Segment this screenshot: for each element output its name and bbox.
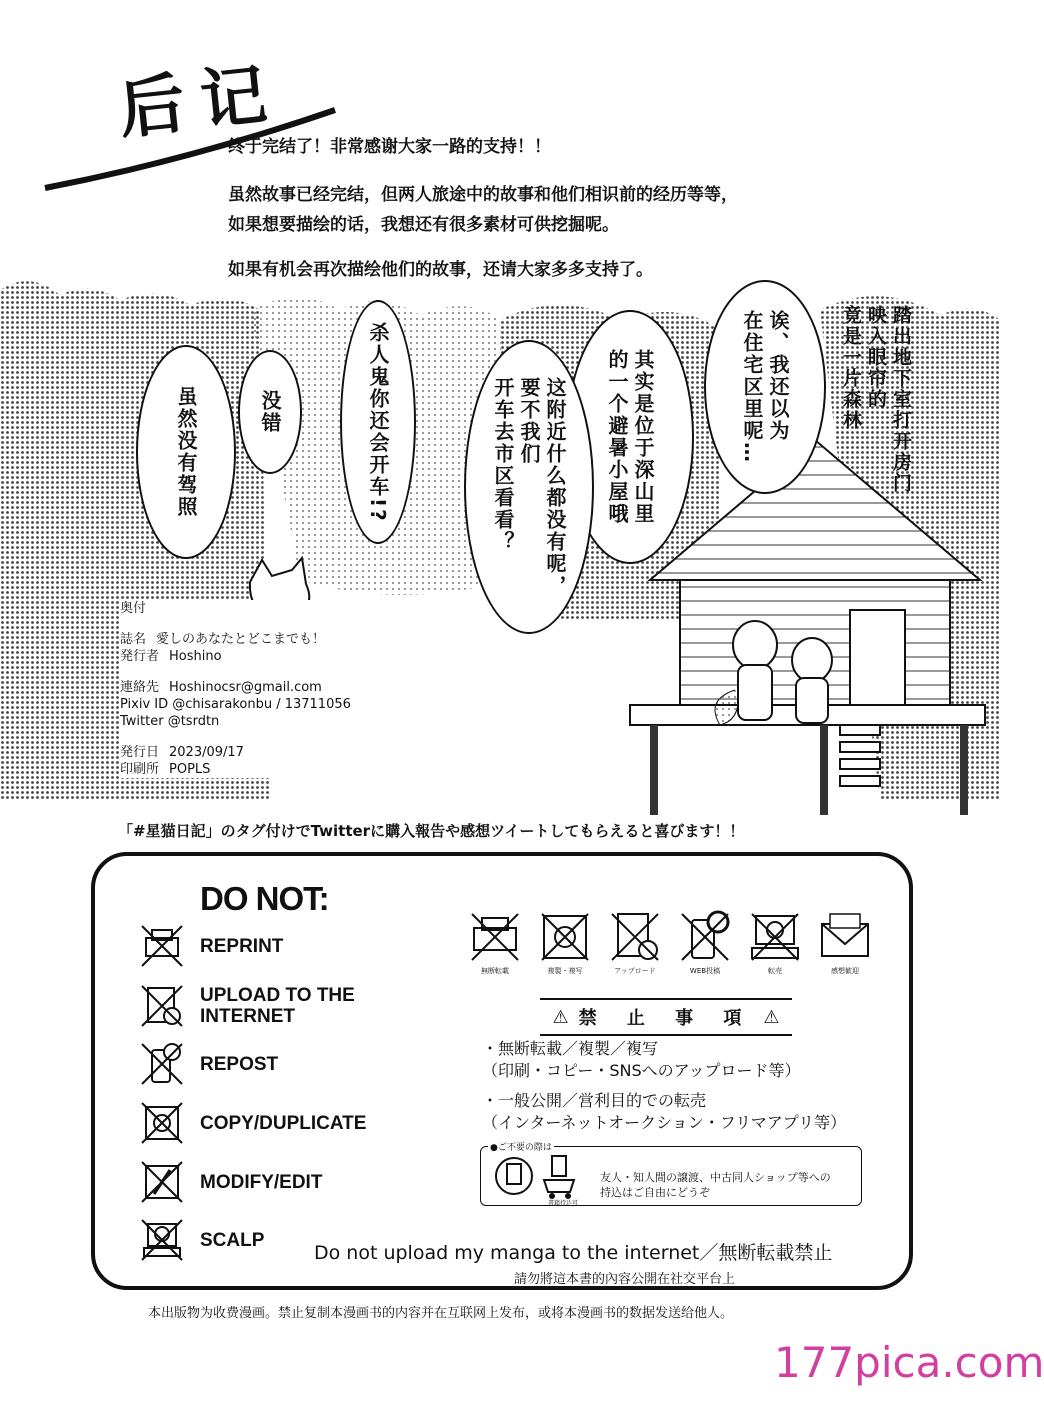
rule-modify xyxy=(140,1160,322,1204)
disposal-note-text: 友人・知人間の譲渡、中古同人ショップ等への 持込はご自由にどうぞ xyxy=(600,1171,831,1199)
colophon-heading: 奥付 xyxy=(120,601,147,616)
copy-crossed-icon xyxy=(538,910,592,964)
rule-copy xyxy=(140,1101,366,1145)
speech-bubble-3-text: 这附近什么都没有呢， 要不我们 开车去市区看看？ xyxy=(491,377,567,597)
rule-reprint xyxy=(140,924,283,968)
hashtag-request: 「#星猫日記」のタグ付けでTwitterに購入報告や感想ツイートしてもらえると喜びます！！ xyxy=(118,822,745,840)
narration-box: 踏出地下室打开房门 映入眼帘的 竟是一片森林 xyxy=(840,305,912,494)
contact-value: Hoshinocsr@gmail.com xyxy=(169,680,322,695)
title-value: 愛しのあなたとどこまでも！ xyxy=(156,632,326,647)
prohibited-items-heading xyxy=(540,998,792,1036)
speech-bubble-2-text: 其实是位于深山里 的一个避暑小屋哦 xyxy=(605,349,655,525)
contact-label: 連絡先 xyxy=(120,680,160,695)
copy-crossed-icon xyxy=(140,1101,184,1145)
jp-icon-label: WEB投稿 xyxy=(689,967,721,975)
speech-bubble-4-text: 杀人鬼你还会开车!? xyxy=(366,321,390,523)
speech-bubble-4 xyxy=(340,300,416,544)
prohibited-rule-2: ・一般公開／営利目的での転売 （インターネットオークション・フリマアプリ等） xyxy=(482,1091,847,1132)
rule-reprint-label: REPRINT xyxy=(200,935,284,957)
rule-upload-label: UPLOAD TO THE INTERNET xyxy=(200,985,355,1027)
disposal-icon-label: 書籍持込可 xyxy=(548,1200,579,1207)
speech-bubble-6 xyxy=(136,345,236,559)
jp-icon-upload xyxy=(606,910,664,976)
publisher-label: 発行者 xyxy=(120,649,160,664)
jp-icon-copy xyxy=(536,910,594,976)
upload-warning-zh: 請勿將這本書的內容公開在社交平台上 xyxy=(514,1272,736,1287)
jp-icon-label: 転売 xyxy=(768,967,782,975)
warning-icon: ⚠ xyxy=(763,1006,780,1028)
speech-bubble-1-text: 诶、我还以为 在住宅区里呢… xyxy=(740,310,790,464)
printer-value: POPLS xyxy=(169,762,211,777)
printer-label: 印刷所 xyxy=(120,762,160,777)
date-label: 発行日 xyxy=(120,745,160,760)
prohibited-items-title: 禁 止 事 項 xyxy=(578,1008,754,1029)
do-not-heading: DO NOT: xyxy=(200,880,329,917)
prohibited-rule-1: ・無断転載／複製／複写 （印刷・コピー・SNSへのアップロード等） xyxy=(482,1039,801,1080)
upload-warning-en: Do not upload my manga to the internet／無断転載禁止 xyxy=(314,1242,833,1264)
rule-repost xyxy=(140,1042,278,1086)
afterword-line-1: 终于完结了！非常感谢大家一路的支持！！ xyxy=(228,137,551,157)
phone-crossed-icon xyxy=(678,910,732,964)
printer-crossed-icon xyxy=(468,910,522,964)
title-label: 誌名 xyxy=(120,632,147,647)
disposal-note-title: ●ご不要の際は xyxy=(488,1140,554,1153)
phone-crossed-icon xyxy=(140,1042,184,1086)
jp-icon-label: 感想歓迎 xyxy=(831,967,859,975)
rule-copy-label: COPY/DUPLICATE xyxy=(200,1112,367,1134)
colophon xyxy=(120,600,420,778)
speech-bubble-6-text: 虽然没有驾照 xyxy=(174,386,198,518)
jp-icon-reprint xyxy=(466,910,524,976)
rule-scalp xyxy=(140,1218,264,1262)
site-watermark: 177pica.com xyxy=(774,1338,1044,1387)
jp-icon-label: アップロード xyxy=(614,967,656,975)
jp-icon-feedback xyxy=(816,910,874,976)
page-title: 后记 xyxy=(114,53,287,149)
pen-crossed-icon xyxy=(140,1160,184,1204)
jp-icon-resale xyxy=(746,910,804,976)
speech-bubble-3 xyxy=(464,340,594,634)
date-value: 2023/09/17 xyxy=(169,745,244,760)
rule-upload xyxy=(140,984,355,1028)
speech-bubble-5-text: 没错 xyxy=(258,390,282,434)
yen-crossed-icon xyxy=(748,910,802,964)
jp-icon-web xyxy=(676,910,734,976)
pixiv-id: Pixiv ID @chisarakonbu / 13711056 xyxy=(120,697,351,712)
warning-icon: ⚠ xyxy=(552,1006,569,1028)
jp-icon-label: 無断転載 xyxy=(481,967,509,975)
printer-crossed-icon xyxy=(140,924,184,968)
afterword-line-2: 虽然故事已经完结，但两人旅途中的故事和他们相识前的经历等等， 如果想要描绘的话，我想还有很多素材可供挖掘呢。 xyxy=(228,185,738,235)
jp-icon-row xyxy=(466,910,874,976)
publisher-value: Hoshino xyxy=(169,649,222,664)
rule-repost-label: REPOST xyxy=(200,1053,279,1075)
speech-bubble-5 xyxy=(238,350,302,474)
upload-crossed-icon xyxy=(140,984,184,1028)
rule-scalp-label: SCALP xyxy=(200,1229,265,1251)
jp-icon-label: 複製・複写 xyxy=(547,967,583,975)
twitter-handle: Twitter @tsrdtn xyxy=(120,714,220,729)
upload-crossed-icon xyxy=(608,910,662,964)
speech-bubble-1 xyxy=(704,280,826,494)
rule-modify-label: MODIFY/EDIT xyxy=(200,1171,323,1193)
afterword-line-3: 如果有机会再次描绘他们的故事，还请大家多多支持了。 xyxy=(228,260,653,280)
envelope-icon xyxy=(818,910,872,964)
yen-crossed-icon xyxy=(140,1218,184,1262)
footer-notice: 本出版物为收费漫画。禁止复制本漫画书的内容并在互联网上发布，或将本漫画书的数据发送给他人。 xyxy=(148,1306,734,1321)
book-recycle-icon xyxy=(494,1152,594,1204)
